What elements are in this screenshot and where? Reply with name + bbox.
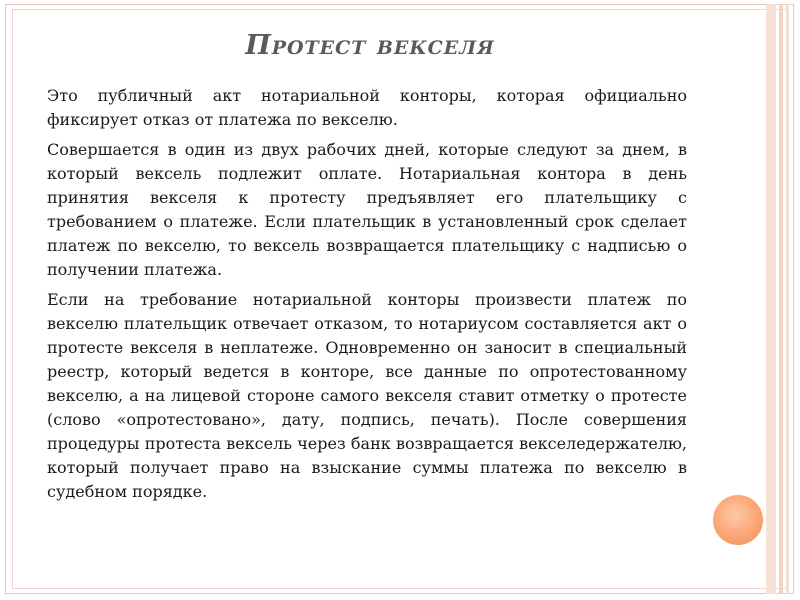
- paragraph-definition: Это публичный акт нотариальной конторы, которая официально фиксирует отказ от платежа по векселю.: [47, 86, 687, 129]
- paragraph-refusal: Если на требование нотариальной конторы произвести платеж по векселю плательщик отвечает отказом, то нотариусом составляется акт о протесте векселя в неплатеже. Одновременно он заносит в специальный реестр, который ведется в конторе, все данные по опротестованному векселю, а на лицевой стороне самого векселя ставит отметку о протесте (слово «опротестовано», дату, подпись, печать). После совершения процедуры протеста вексель через банк возвращается векселедержателю, который получает право на взыскание суммы платежа по векселю в судебном порядке.: [47, 290, 687, 501]
- decorative-circle: [713, 495, 763, 545]
- decorative-stripe: [786, 4, 789, 594]
- slide-title: Протест векселя: [245, 30, 495, 61]
- decorative-stripe: [766, 4, 776, 594]
- decorative-stripe: [779, 4, 783, 594]
- slide-body: [47, 84, 687, 510]
- paragraph-procedure: Совершается в один из двух рабочих дней, которые следуют за днем, в который вексель подлежит оплате. Нотариальная контора в день принятия векселя к протесту предъявляет его плательщику с требованием о платеже. Если плательщик в установленный срок сделает платеж по векселю, то вексель возвращается плательщику с надписью о получении платежа.: [47, 140, 687, 279]
